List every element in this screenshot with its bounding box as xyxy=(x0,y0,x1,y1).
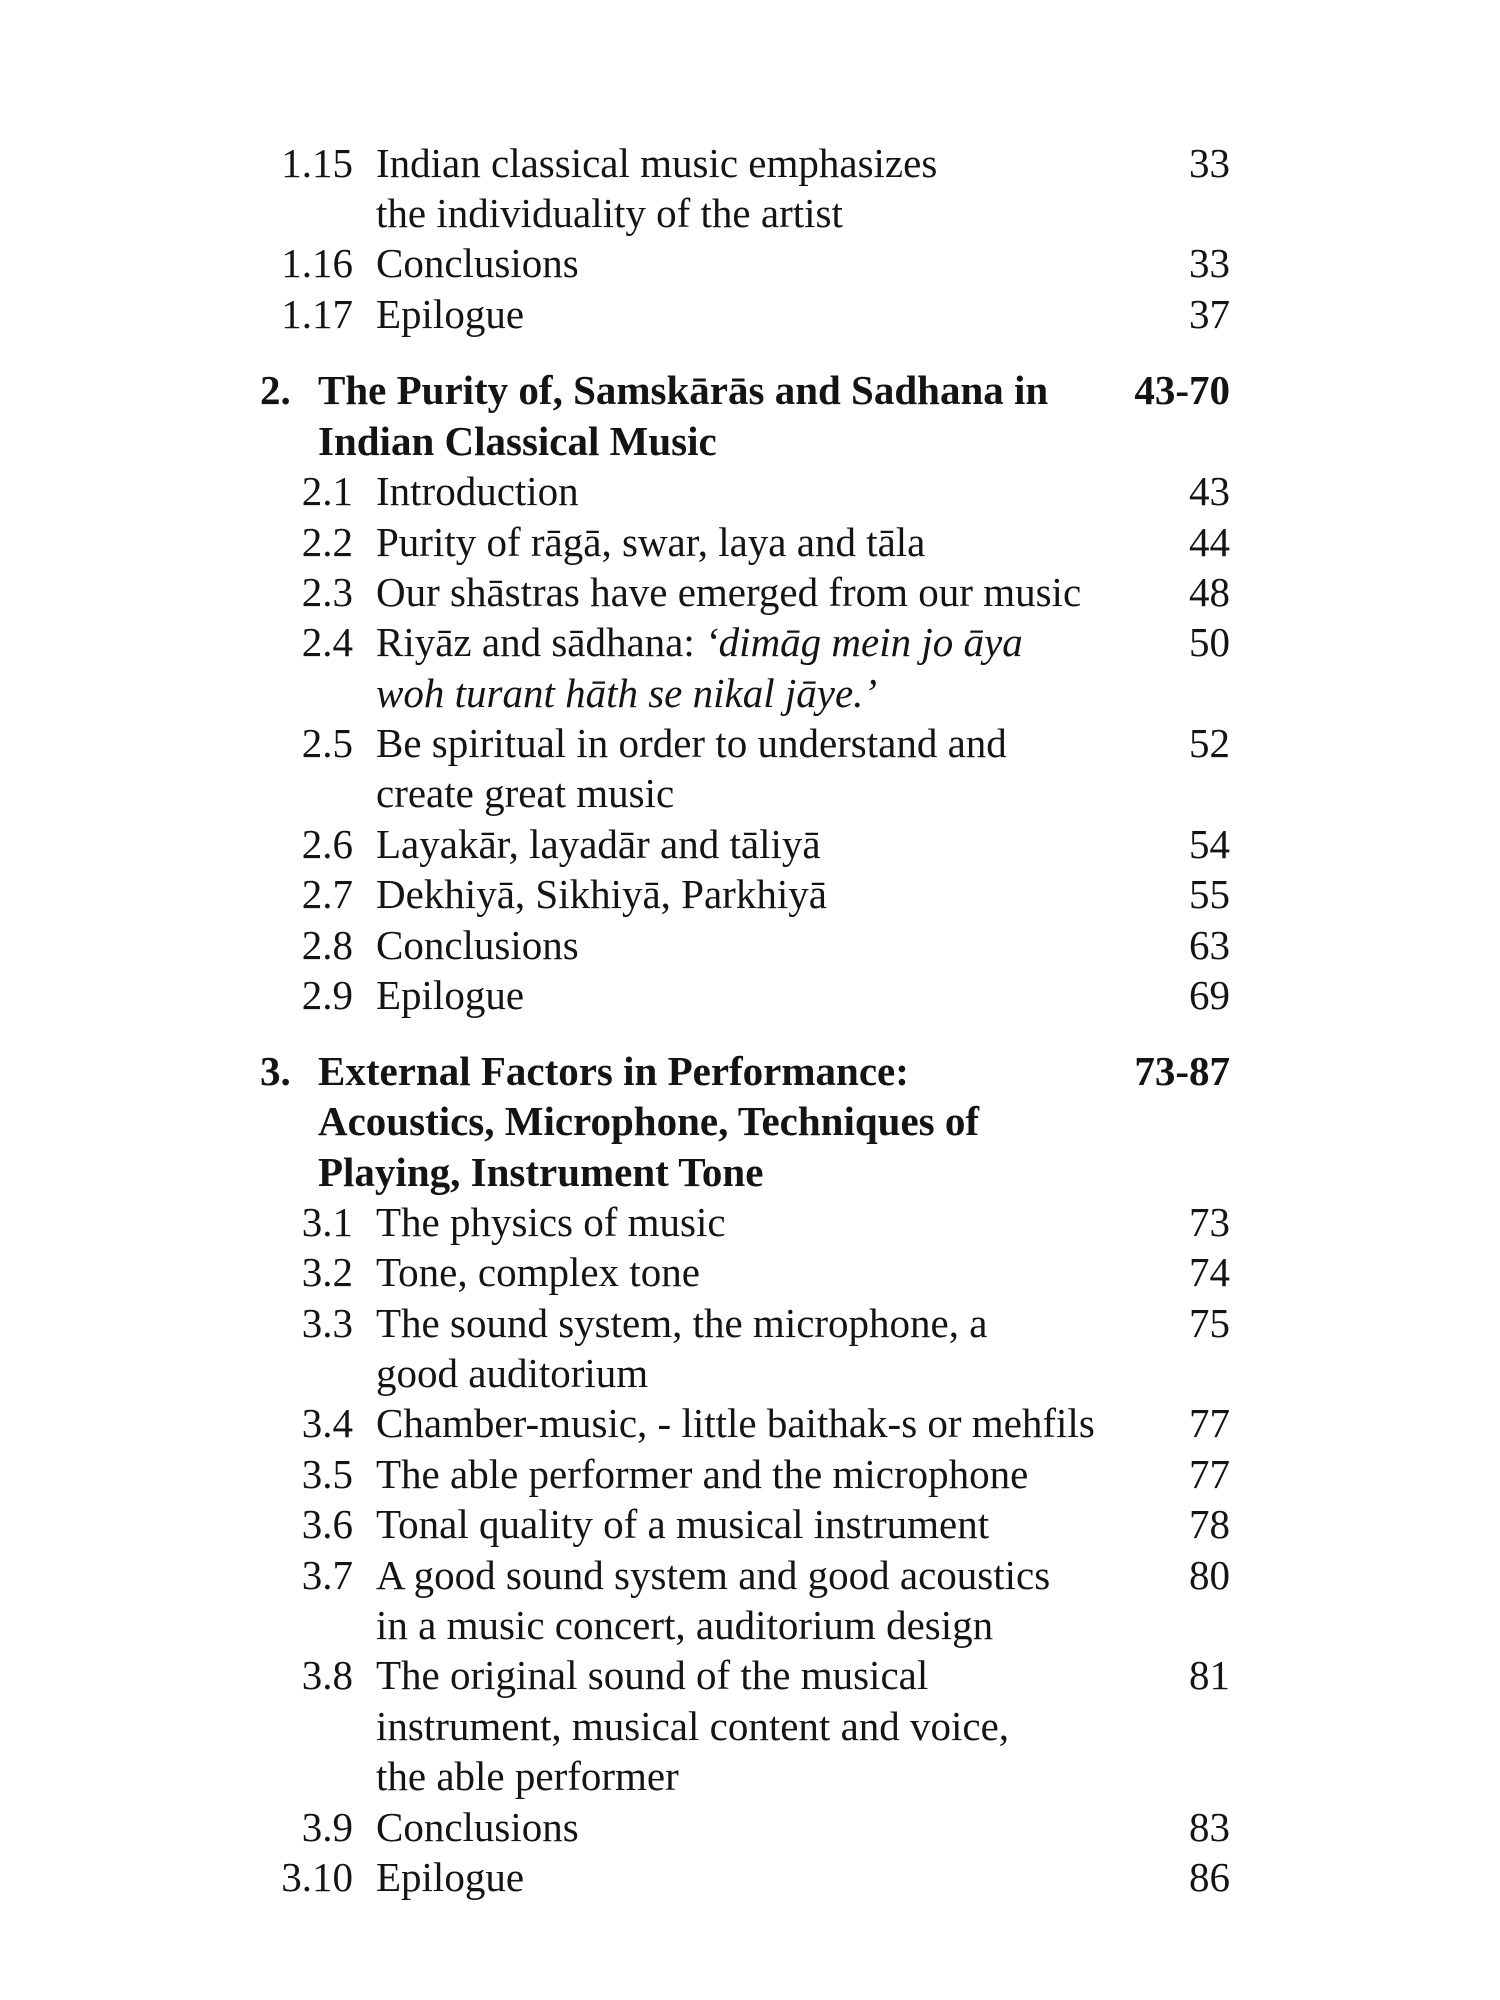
page-number: 81 xyxy=(1189,1652,1230,1698)
toc-chapter-2-cont xyxy=(0,416,1500,466)
section-number: 1.17 xyxy=(281,291,353,337)
page-number: 73 xyxy=(1189,1199,1230,1245)
toc-entry-1-16 xyxy=(0,238,1500,288)
page-number: 50 xyxy=(1189,619,1230,665)
section-number: 3.1 xyxy=(301,1199,353,1245)
toc-entry-2-4 xyxy=(0,617,1500,667)
section-title: Indian classical music emphasizes xyxy=(376,140,938,186)
toc-entry-2-4-cont xyxy=(0,668,1500,718)
section-number: 3.5 xyxy=(301,1451,353,1497)
toc-entry-3-7-cont xyxy=(0,1600,1500,1650)
page-number: 86 xyxy=(1189,1854,1230,1900)
section-title-cont: woh turant hāth se nikal jāye.’ xyxy=(376,670,878,716)
page-number: 33 xyxy=(1189,240,1230,286)
chapter-title: The Purity of, Samskārās and Sadhana in xyxy=(318,367,1049,413)
chapter-page-range: 73-87 xyxy=(1134,1048,1230,1094)
toc-entry-3-8-cont-1 xyxy=(0,1701,1500,1751)
toc-chapter-2 xyxy=(0,365,1500,415)
section-title-cont: good auditorium xyxy=(376,1350,649,1396)
section-number: 2.4 xyxy=(301,619,353,665)
page-number: 54 xyxy=(1189,821,1230,867)
toc-entry-2-9 xyxy=(0,970,1500,1020)
toc-entry-3-5 xyxy=(0,1449,1500,1499)
section-title: A good sound system and good acoustics xyxy=(376,1552,1051,1598)
chapter-number: 2. xyxy=(260,367,291,413)
toc-entry-3-3-cont xyxy=(0,1348,1500,1398)
page-number: 43 xyxy=(1189,468,1230,514)
toc-entry-3-6 xyxy=(0,1499,1500,1549)
section-title: The able performer and the microphone xyxy=(376,1451,1029,1497)
section-title: The sound system, the microphone, a xyxy=(376,1300,988,1346)
chapter-number: 3. xyxy=(260,1048,291,1094)
section-title: Purity of rāgā, swar, laya and tāla xyxy=(376,519,926,565)
page-number: 33 xyxy=(1189,140,1230,186)
section-number: 2.6 xyxy=(301,821,353,867)
page-number: 75 xyxy=(1189,1300,1230,1346)
section-title-italic: ‘dimāg mein jo āya xyxy=(705,619,1023,665)
section-number: 3.8 xyxy=(301,1652,353,1698)
section-title-cont: instrument, musical content and voice, xyxy=(376,1703,1010,1749)
page-number: 55 xyxy=(1189,871,1230,917)
page-number: 77 xyxy=(1189,1400,1230,1446)
section-title: The original sound of the musical xyxy=(376,1652,929,1698)
page-number: 74 xyxy=(1189,1249,1230,1295)
toc-entry-2-3 xyxy=(0,567,1500,617)
section-title: The physics of music xyxy=(376,1199,726,1245)
toc-chapter-3-cont-2 xyxy=(0,1147,1500,1197)
toc-entry-1-15 xyxy=(0,138,1500,188)
toc-entry-2-2 xyxy=(0,517,1500,567)
chapter-page-range: 43-70 xyxy=(1134,367,1230,413)
section-title-cont: the individuality of the artist xyxy=(376,190,843,236)
toc-entry-3-3 xyxy=(0,1298,1500,1348)
section-number: 3.7 xyxy=(301,1552,353,1598)
section-title: Conclusions xyxy=(376,240,579,286)
section-number: 3.9 xyxy=(301,1804,353,1850)
toc-entry-3-7 xyxy=(0,1550,1500,1600)
section-number: 1.16 xyxy=(281,240,353,286)
section-title xyxy=(376,617,1023,667)
toc-entry-2-1 xyxy=(0,466,1500,516)
section-title: Our shāstras have emerged from our music xyxy=(376,569,1082,615)
toc-entry-2-5 xyxy=(0,718,1500,768)
chapter-title-cont: Indian Classical Music xyxy=(318,418,717,464)
toc-chapter-3-cont-1 xyxy=(0,1096,1500,1146)
section-title-cont: the able performer xyxy=(376,1753,679,1799)
toc-entry-3-8-cont-2 xyxy=(0,1751,1500,1801)
toc-entry-3-2 xyxy=(0,1247,1500,1297)
toc-entry-2-5-cont xyxy=(0,768,1500,818)
page-number: 63 xyxy=(1189,922,1230,968)
toc-entry-3-8 xyxy=(0,1650,1500,1700)
toc-entry-1-15-cont xyxy=(0,188,1500,238)
page-number: 83 xyxy=(1189,1804,1230,1850)
section-title: Dekhiyā, Sikhiyā, Parkhiyā xyxy=(376,871,827,917)
page-number: 69 xyxy=(1189,972,1230,1018)
toc-entry-3-1 xyxy=(0,1197,1500,1247)
section-number: 3.6 xyxy=(301,1501,353,1547)
section-title: Tone, complex tone xyxy=(376,1249,700,1295)
toc-entry-2-6 xyxy=(0,819,1500,869)
section-number: 3.2 xyxy=(301,1249,353,1295)
toc-entry-3-10 xyxy=(0,1852,1500,1902)
toc-entry-3-9 xyxy=(0,1802,1500,1852)
toc-chapter-3 xyxy=(0,1046,1500,1096)
section-number: 2.2 xyxy=(301,519,353,565)
section-number: 2.1 xyxy=(301,468,353,514)
toc-entry-2-8 xyxy=(0,920,1500,970)
section-number: 3.4 xyxy=(301,1400,353,1446)
toc-entry-1-17 xyxy=(0,289,1500,339)
section-title: Introduction xyxy=(376,468,579,514)
section-number: 3.3 xyxy=(301,1300,353,1346)
page-number: 78 xyxy=(1189,1501,1230,1547)
chapter-title-cont: Playing, Instrument Tone xyxy=(318,1149,764,1195)
section-title: Layakār, layadār and tāliyā xyxy=(376,821,821,867)
page-number: 52 xyxy=(1189,720,1230,766)
page-number: 44 xyxy=(1189,519,1230,565)
section-number: 2.7 xyxy=(301,871,353,917)
page-number: 48 xyxy=(1189,569,1230,615)
section-title-plain: Riyāz and sādhana: xyxy=(376,619,706,665)
page-number: 37 xyxy=(1189,291,1230,337)
section-title: Conclusions xyxy=(376,1804,579,1850)
toc-entry-3-4 xyxy=(0,1398,1500,1448)
section-title: Be spiritual in order to understand and xyxy=(376,720,1007,766)
chapter-title-cont: Acoustics, Microphone, Techniques of xyxy=(318,1098,980,1144)
section-number: 2.5 xyxy=(301,720,353,766)
toc-entry-2-7 xyxy=(0,869,1500,919)
section-number: 2.8 xyxy=(301,922,353,968)
section-title: Epilogue xyxy=(376,291,525,337)
chapter-title: External Factors in Performance: xyxy=(318,1048,909,1094)
section-title-cont: in a music concert, auditorium design xyxy=(376,1602,994,1648)
section-title: Chamber-music, - little baithak-s or mehfils xyxy=(376,1400,1095,1446)
section-title: Tonal quality of a musical instrument xyxy=(376,1501,990,1547)
section-title: Epilogue xyxy=(376,972,525,1018)
section-number: 1.15 xyxy=(281,140,353,186)
section-number: 2.3 xyxy=(301,569,353,615)
page-number: 77 xyxy=(1189,1451,1230,1497)
page-number: 80 xyxy=(1189,1552,1230,1598)
section-number: 3.10 xyxy=(281,1854,353,1900)
section-title: Epilogue xyxy=(376,1854,525,1900)
section-title: Conclusions xyxy=(376,922,579,968)
section-number: 2.9 xyxy=(301,972,353,1018)
section-title-cont: create great music xyxy=(376,770,675,816)
